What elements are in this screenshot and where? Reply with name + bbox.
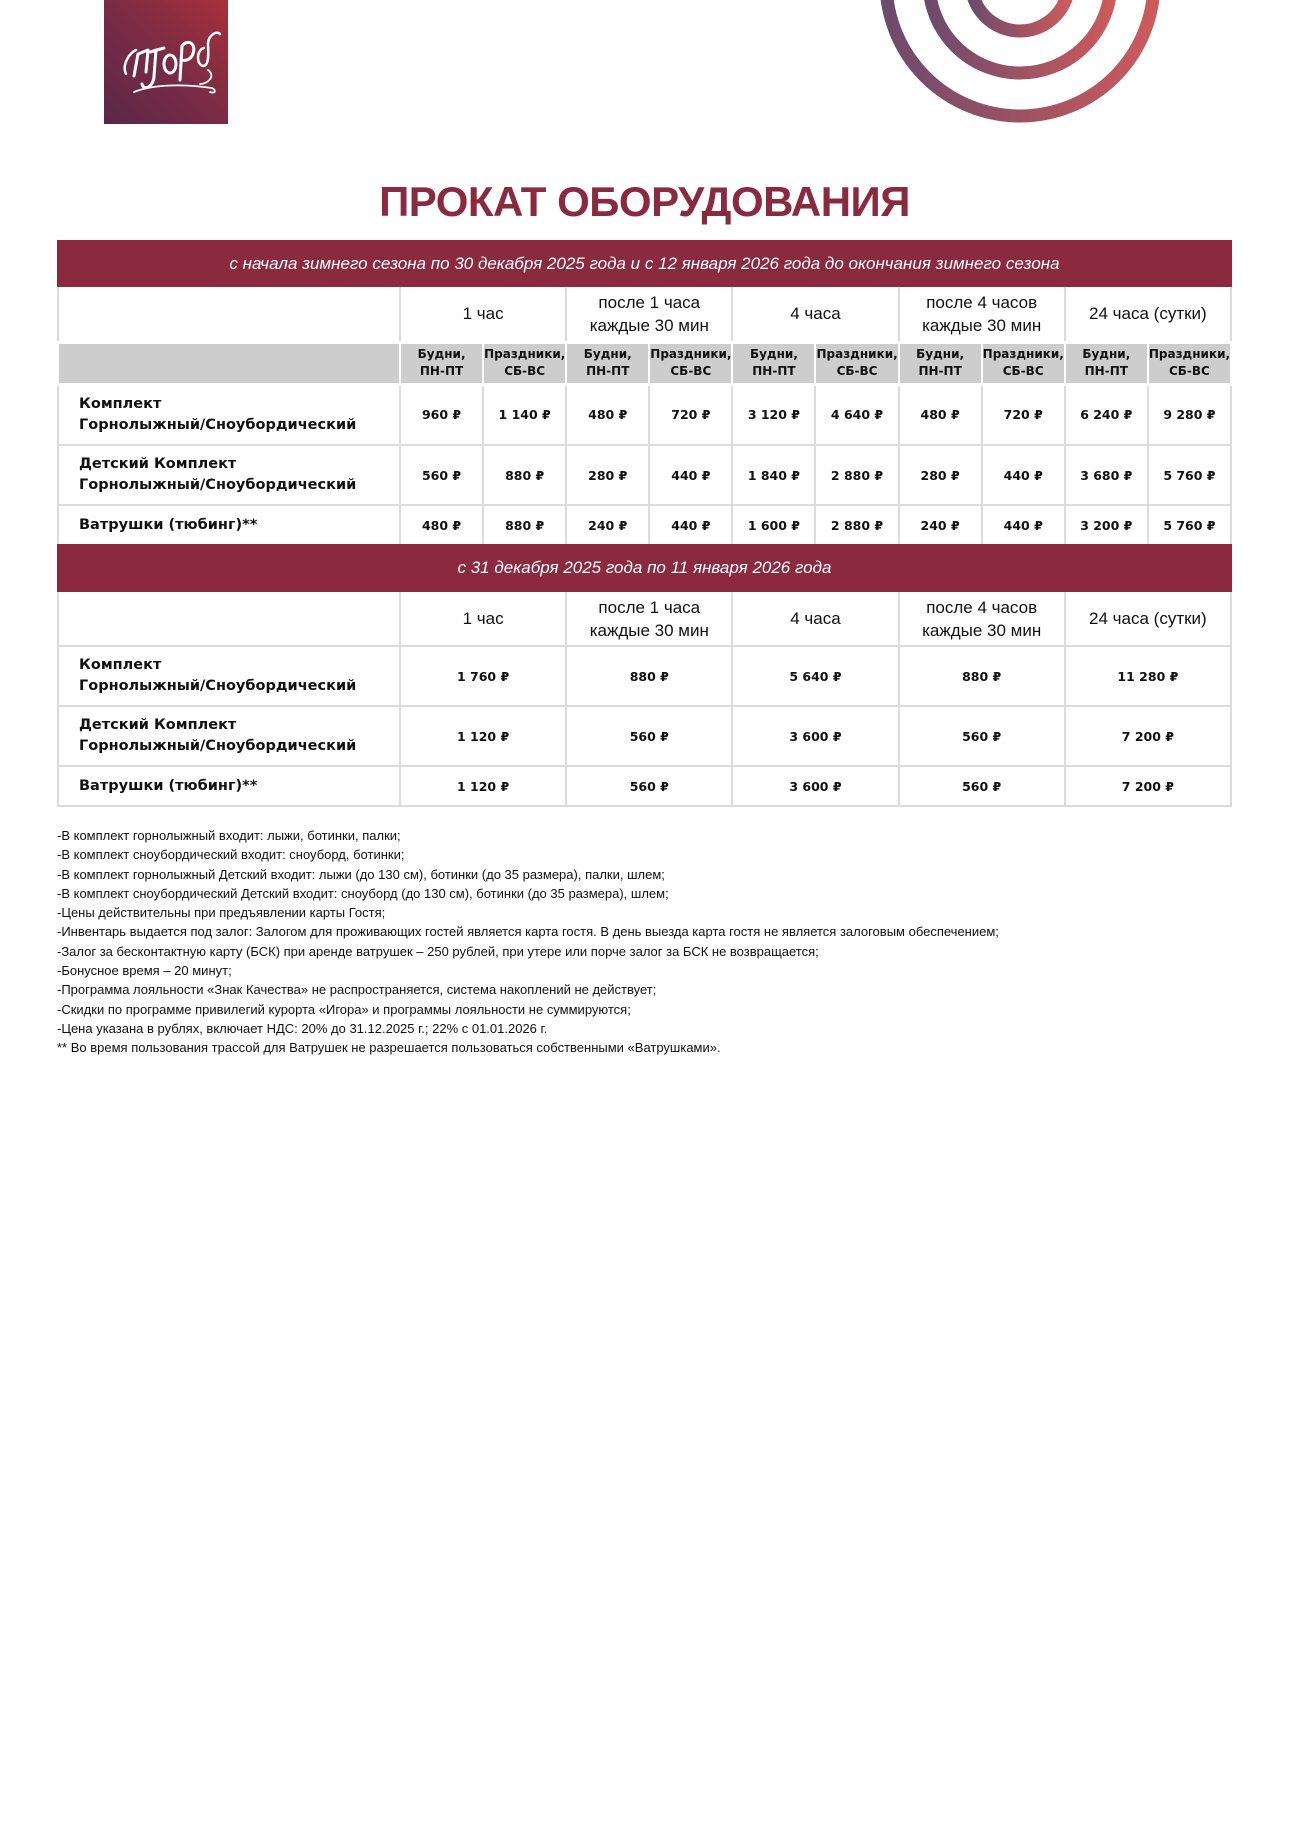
price-cell: 280 ₽ (899, 445, 982, 505)
price-cell: 560 ₽ (400, 445, 483, 505)
price-cell: 880 ₽ (483, 505, 566, 545)
item-name: Детский Комплект Горнолыжный/Сноубордический (58, 445, 400, 505)
price-cell: 3 200 ₽ (1065, 505, 1148, 545)
igora-calligraphy-icon (104, 0, 228, 124)
period-header-1h: 1 час (400, 286, 566, 342)
concentric-rings-decoration (860, 0, 1200, 130)
table-row (58, 384, 1231, 445)
period-header-after-1h: после 1 часа каждые 30 мин (566, 591, 732, 646)
weekday-header: Будни, ПН-ПТ (566, 342, 649, 384)
price-cell: 440 ₽ (982, 445, 1065, 505)
price-cell: 560 ₽ (899, 706, 1065, 766)
footnote: -В комплект горнолыжный Детский входит: лыжи (до 130 см), ботинки (до 35 размера), палки, шлем; (57, 866, 665, 882)
price-cell: 2 880 ₽ (815, 445, 898, 505)
day-type-header-row (58, 342, 1231, 384)
footnote: -Залог за бесконтактную карту (БСК) при аренде ватрушек – 250 рублей, при утере или порче залог за БСК не возвращается; (57, 943, 819, 959)
footnotes (57, 826, 999, 1058)
price-cell: 7 200 ₽ (1065, 766, 1231, 806)
period-header-after-4h: после 4 часов каждые 30 мин (899, 286, 1065, 342)
empty-header-cell (58, 591, 400, 646)
weekday-header: Будни, ПН-ПТ (400, 342, 483, 384)
period-header-4h: 4 часа (732, 591, 898, 646)
table-row (58, 505, 1231, 545)
price-cell: 5 640 ₽ (732, 646, 898, 706)
item-name: Комплект Горнолыжный/Сноубордический (58, 646, 400, 706)
price-cell: 480 ₽ (400, 505, 483, 545)
price-cell: 480 ₽ (899, 384, 982, 445)
period-header-row (58, 591, 1231, 646)
season-banner (58, 545, 1231, 591)
price-cell: 11 280 ₽ (1065, 646, 1231, 706)
price-cell: 1 760 ₽ (400, 646, 566, 706)
period-header-row (58, 286, 1231, 342)
footnote: -В комплект горнолыжный входит: лыжи, ботинки, палки; (57, 828, 401, 843)
footnote: -В комплект сноубордический Детский входит: сноуборд (до 130 см), ботинки (до 35 размера), шлем; (57, 885, 669, 901)
item-name: Ватрушки (тюбинг)** (58, 766, 400, 806)
holiday-header: Праздники, СБ-ВС (982, 342, 1065, 384)
price-cell: 5 760 ₽ (1148, 445, 1231, 505)
price-cell: 1 140 ₽ (483, 384, 566, 445)
holiday-header: Праздники, СБ-ВС (1148, 342, 1231, 384)
table-row (58, 646, 1231, 706)
price-cell: 480 ₽ (566, 384, 649, 445)
price-cell: 1 600 ₽ (732, 505, 815, 545)
holiday-header: Праздники, СБ-ВС (815, 342, 898, 384)
price-cell: 880 ₽ (566, 646, 732, 706)
price-cell: 560 ₽ (899, 766, 1065, 806)
price-cell: 5 760 ₽ (1148, 505, 1231, 545)
igora-logo (104, 0, 228, 124)
footnote: -В комплект сноубордический входит: сноуборд, ботинки; (57, 847, 405, 863)
weekday-header: Будни, ПН-ПТ (1065, 342, 1148, 384)
period-header-after-4h: после 4 часов каждые 30 мин (899, 591, 1065, 646)
footnote: -Инвентарь выдается под залог: Залогом для проживающих гостей является карта гостя. В день выезда карта гостя не является залоговым обеспечением; (57, 924, 999, 940)
season-banner-text: с 31 декабря 2025 года по 11 января 2026 года (58, 545, 1231, 591)
period-header-4h: 4 часа (732, 286, 898, 342)
period-header-24h: 24 часа (сутки) (1065, 591, 1231, 646)
price-cell: 1 120 ₽ (400, 706, 566, 766)
item-name: Комплект Горнолыжный/Сноубордический (58, 384, 400, 445)
price-cell: 3 600 ₽ (732, 706, 898, 766)
footnote: -Цена указана в рублях, включает НДС: 20% до 31.12.2025 г.; 22% с 01.01.2026 г. (57, 1020, 548, 1036)
price-table-regular-season (57, 240, 1232, 546)
price-cell: 720 ₽ (982, 384, 1065, 445)
price-cell: 3 680 ₽ (1065, 445, 1148, 505)
weekday-header: Будни, ПН-ПТ (899, 342, 982, 384)
period-header-1h: 1 час (400, 591, 566, 646)
price-table-holidays (57, 544, 1232, 807)
period-header-after-1h: после 1 часа каждые 30 мин (566, 286, 732, 342)
price-cell: 9 280 ₽ (1148, 384, 1231, 445)
footnote: -Скидки по программе привилегий курорта «Игора» и программы лояльности не суммируются; (57, 1001, 631, 1017)
price-cell: 720 ₽ (649, 384, 732, 445)
table-row (58, 706, 1231, 766)
table-row (58, 445, 1231, 505)
footnote: -Программа лояльности «Знак Качества» не распространяется, система накоплений не действует; (57, 982, 657, 998)
season-banner (58, 241, 1231, 286)
holiday-header: Праздники, СБ-ВС (649, 342, 732, 384)
empty-header-cell (58, 286, 400, 342)
footnote: -Бонусное время – 20 минут; (57, 963, 232, 979)
footnote: -Цены действительны при предъявлении карты Гостя; (57, 905, 386, 921)
price-cell: 440 ₽ (649, 445, 732, 505)
holiday-header: Праздники, СБ-ВС (483, 342, 566, 384)
item-name: Ватрушки (тюбинг)** (58, 505, 400, 545)
table-row (58, 766, 1231, 806)
price-cell: 6 240 ₽ (1065, 384, 1148, 445)
price-cell: 560 ₽ (566, 706, 732, 766)
period-header-24h: 24 часа (сутки) (1065, 286, 1231, 342)
price-cell: 1 840 ₽ (732, 445, 815, 505)
weekday-header: Будни, ПН-ПТ (732, 342, 815, 384)
price-cell: 880 ₽ (899, 646, 1065, 706)
price-cell: 440 ₽ (982, 505, 1065, 545)
season-banner-text: с начала зимнего сезона по 30 декабря 2025 года и с 12 января 2026 года до окончания зимнего сезона (58, 241, 1231, 286)
price-cell: 880 ₽ (483, 445, 566, 505)
price-cell: 560 ₽ (566, 766, 732, 806)
price-cell: 2 880 ₽ (815, 505, 898, 545)
price-cell: 1 120 ₽ (400, 766, 566, 806)
item-name: Детский Комплект Горнолыжный/Сноубордический (58, 706, 400, 766)
price-cell: 960 ₽ (400, 384, 483, 445)
price-cell: 3 600 ₽ (732, 766, 898, 806)
price-cell: 7 200 ₽ (1065, 706, 1231, 766)
page-title: ПРОКАТ ОБОРУДОВАНИЯ (379, 178, 910, 225)
empty-subheader-cell (58, 342, 400, 384)
price-cell: 440 ₽ (649, 505, 732, 545)
price-cell: 240 ₽ (899, 505, 982, 545)
price-cell: 4 640 ₽ (815, 384, 898, 445)
price-cell: 3 120 ₽ (732, 384, 815, 445)
price-cell: 280 ₽ (566, 445, 649, 505)
price-cell: 240 ₽ (566, 505, 649, 545)
footnote: ** Во время пользования трассой для Ватрушек не разрешается пользоваться собственными «Ватрушками». (57, 1040, 721, 1056)
